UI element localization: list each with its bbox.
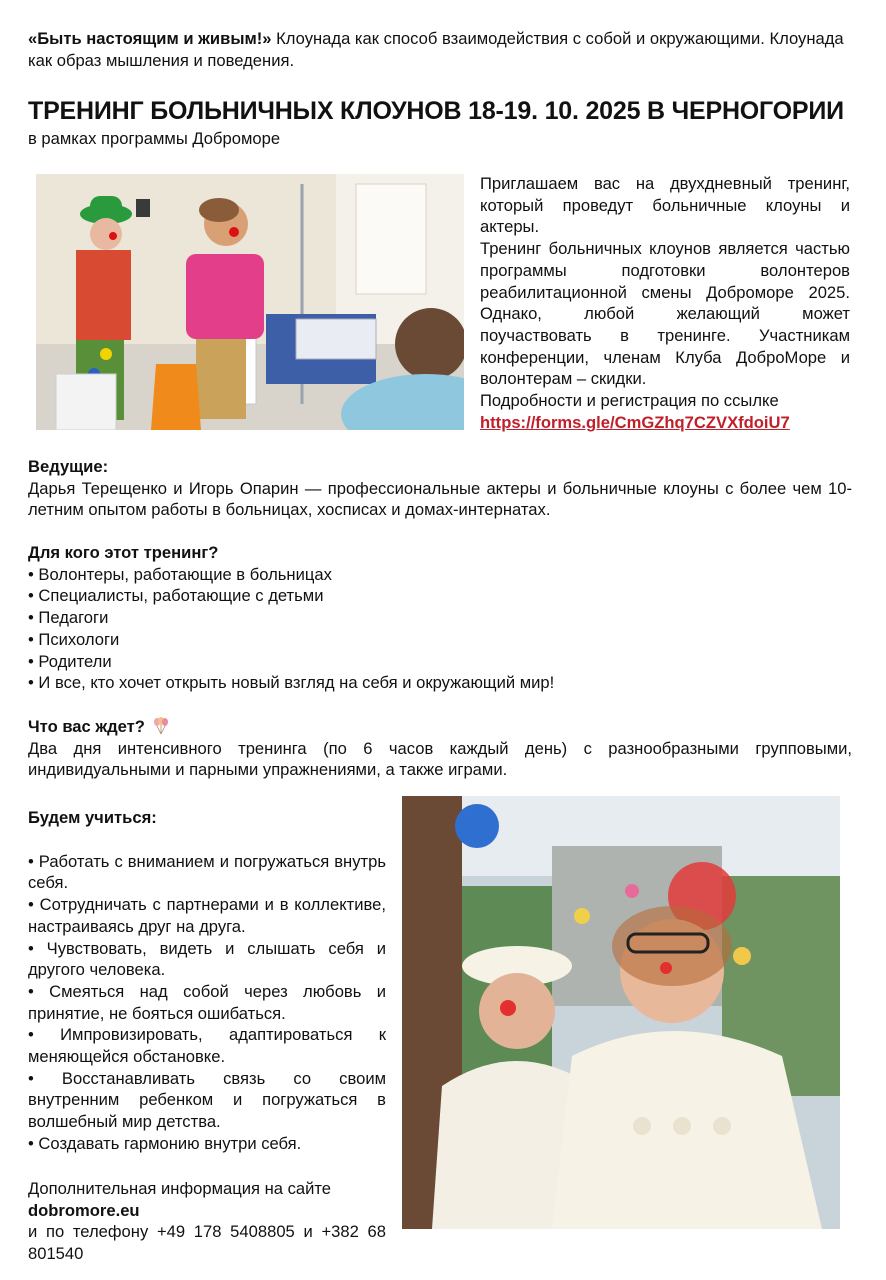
invitation-paragraph: Приглашаем вас на двухдневный тренинг, который проведут больничные клоуны и актеры. bbox=[480, 174, 850, 237]
program-paragraph: Тренинг больничных клоунов является частью программы подготовки волонтеров реабилитационной смены Доброморе 2025. Однако, любой желающий может поучаствовать в тренинге. Участникам конференции, членам Клуба ДоброМоре и волонтерам – скидки. bbox=[480, 239, 850, 389]
contacts-intro: Дополнительная информация на сайте bbox=[28, 1179, 332, 1198]
invitation-block bbox=[480, 173, 850, 433]
list-item: • Работать с вниманием и погружаться внутрь себя. bbox=[28, 851, 386, 893]
expect-section bbox=[28, 716, 852, 781]
list-item: • Специалисты, работающие с детьми bbox=[28, 586, 324, 606]
list-item: • Смеяться над собой через любовь и принятие, не бояться ошибаться. bbox=[28, 981, 386, 1023]
list-item: • Родители bbox=[28, 651, 112, 671]
learn-list bbox=[28, 851, 386, 1155]
hospital-clowns-photo bbox=[36, 174, 464, 430]
audience-list bbox=[28, 564, 852, 694]
contacts-phones: и по телефону +49 178 5408805 и +382 68 801540 bbox=[28, 1222, 386, 1264]
hosts-section bbox=[28, 456, 852, 521]
list-item: • Сотрудничать с партнерами и в коллективе, настраиваясь друг на друга. bbox=[28, 895, 386, 936]
list-item: • Чувствовать, видеть и слышать себя и другого человека. bbox=[28, 938, 386, 980]
list-item: • Создавать гармонию внутри себя. bbox=[28, 1133, 302, 1153]
learn-section bbox=[28, 807, 386, 1155]
list-item: • Импровизировать, адаптироваться к меняющейся обстановке. bbox=[28, 1025, 386, 1067]
expect-text: Два дня интенсивного тренинга (по 6 часов каждый день) с разнообразными групповыми, индивидуальными и парными упражнениями, а также играми. bbox=[28, 738, 852, 780]
expect-heading: Что вас ждет? bbox=[28, 717, 145, 736]
learn-heading: Будем учиться: bbox=[28, 808, 157, 827]
hosts-text: Дарья Терещенко и Игорь Опарин — профессиональные актеры и больничные клоуны с более чем 10-летним опытом работы в больницах, хосписах и домах-интернатах. bbox=[28, 478, 852, 520]
intro-text bbox=[28, 28, 858, 71]
list-item: • Волонтеры, работающие в больницах bbox=[28, 564, 332, 584]
list-item: • Психологи bbox=[28, 629, 120, 649]
page-title: ТРЕНИНГ БОЛЬНИЧНЫХ КЛОУНОВ 18-19. 10. 2025 В ЧЕРНОГОРИИ bbox=[28, 97, 844, 125]
list-item: • Педагоги bbox=[28, 608, 109, 628]
list-item: • Восстанавливать связь со своим внутренним ребенком и погружаться в волшебный мир детства. bbox=[28, 1068, 386, 1132]
list-item: • И все, кто хочет открыть новый взгляд на себя и окружающий мир! bbox=[28, 673, 555, 693]
registration-paragraph: Подробности и регистрация по ссылке bbox=[480, 391, 779, 411]
intro-slogan: «Быть настоящим и живым!» bbox=[28, 29, 272, 48]
audience-heading: Для кого этот тренинг? bbox=[28, 543, 219, 562]
hosts-heading: Ведущие: bbox=[28, 457, 109, 476]
intro-description: Клоунада как способ взаимодействия с собой и окружающими. Клоунада как образ мышления и поведения. bbox=[28, 29, 844, 70]
balloon-icon bbox=[152, 717, 170, 735]
registration-link[interactable]: https://forms.gle/CmGZhq7CZVXfdoiU7 bbox=[480, 412, 790, 432]
contacts-section bbox=[28, 1178, 386, 1265]
clowns-outdoor-photo bbox=[402, 796, 840, 1229]
website-link[interactable]: dobromore.eu bbox=[28, 1200, 140, 1220]
page-subtitle: в рамках программы Доброморе bbox=[28, 129, 281, 148]
audience-section bbox=[28, 542, 852, 694]
